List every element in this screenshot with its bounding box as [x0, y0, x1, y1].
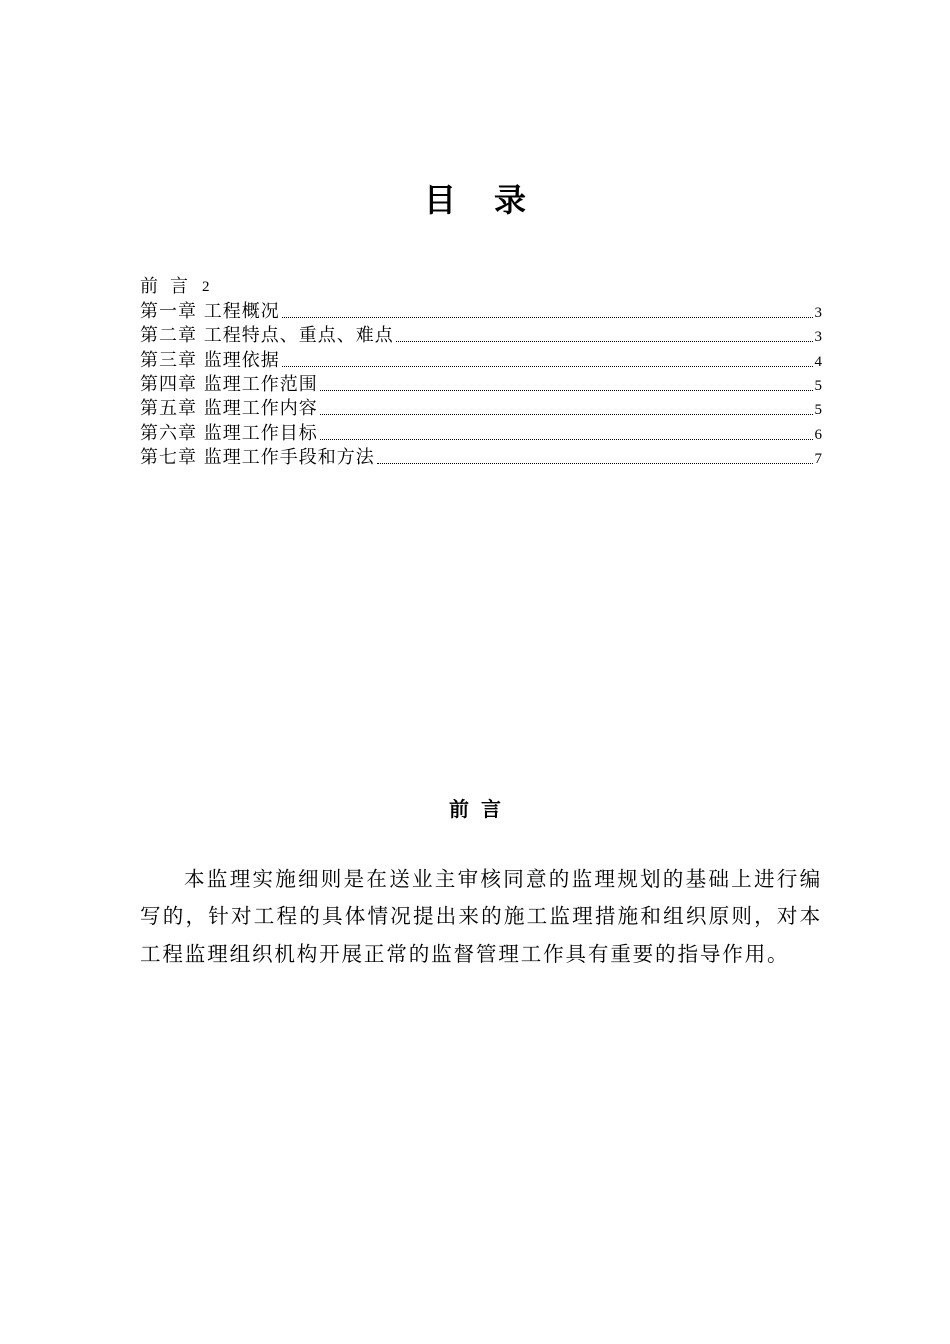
toc-entry-chapter-4[interactable] — [140, 372, 822, 396]
toc-entry-page: 2 — [202, 279, 210, 296]
toc-entry-label: 第一章 工程概况 — [140, 300, 280, 322]
toc-entry-label: 第七章 监理工作手段和方法 — [140, 447, 375, 469]
toc-entry-label: 第二章 工程特点、重点、难点 — [140, 325, 394, 347]
toc-entry-page: 3 — [814, 329, 822, 346]
toc-entry-chapter-3[interactable] — [140, 347, 822, 371]
toc-entry-label: 第四章 监理工作范围 — [140, 373, 318, 395]
toc-entry-chapter-5[interactable] — [140, 396, 822, 420]
preface-heading: 前言 — [449, 797, 513, 821]
toc-dot-leader — [396, 341, 813, 342]
toc-entry-chapter-1[interactable] — [140, 298, 822, 322]
toc-entry-page: 5 — [814, 402, 822, 419]
toc-entry-page: 5 — [814, 377, 822, 394]
toc-entry-label: 第三章 监理依据 — [140, 349, 280, 371]
toc-dot-leader — [282, 317, 813, 318]
toc-entry-label: 第六章 监理工作目标 — [140, 422, 318, 444]
toc-dot-leader — [377, 463, 813, 464]
toc-dot-leader — [282, 366, 813, 367]
toc-dot-leader — [320, 390, 813, 391]
toc-dot-leader — [320, 439, 813, 440]
toc-entry-chapter-7[interactable] — [140, 445, 822, 469]
toc-entry-chapter-2[interactable] — [140, 323, 822, 347]
toc-title: 目录 — [423, 181, 564, 219]
toc-entry-page: 3 — [814, 304, 822, 321]
toc-dot-leader — [320, 414, 813, 415]
toc-entry-label: 第五章 监理工作内容 — [140, 398, 318, 420]
table-of-contents — [140, 274, 822, 469]
preface-paragraph: 本监理实施细则是在送业主审核同意的监理规划的基础上进行编写的，针对工程的具体情况提出来的施工监理措施和组织原则，对本工程监理组织机构开展正常的监督管理工作具有重要的指导作用。 — [140, 866, 822, 966]
toc-entry-preface[interactable] — [140, 274, 822, 298]
toc-entry-page: 4 — [814, 353, 822, 370]
toc-entry-page: 7 — [814, 451, 822, 468]
toc-entry-chapter-6[interactable] — [140, 420, 822, 444]
toc-entry-page: 6 — [814, 426, 822, 443]
toc-entry-label: 前言 — [140, 276, 200, 298]
